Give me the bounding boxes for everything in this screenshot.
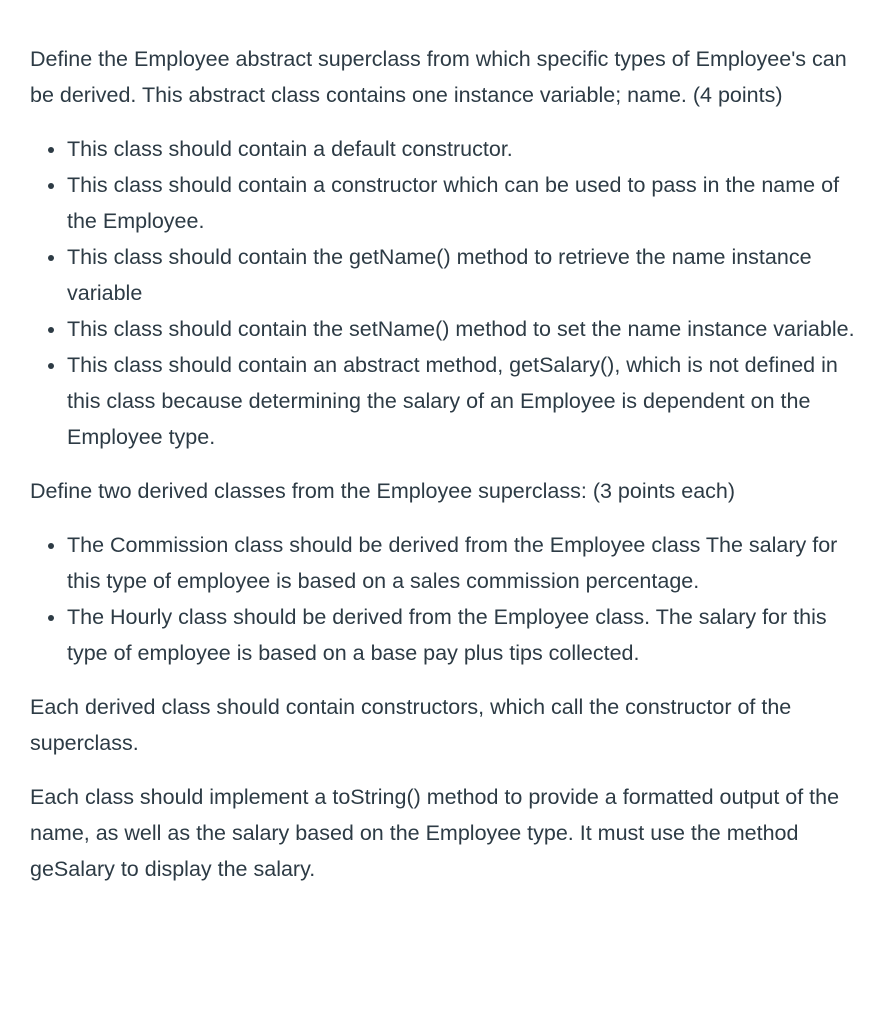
list-item: • The Hourly class should be derived from the Employee class. The salary for this type of employee is based on a base pay plus tips collected. — [67, 599, 867, 671]
list-item: • This class should contain a default constructor. — [67, 131, 867, 167]
intro-paragraph: Define the Employee abstract superclass from which specific types of Employee's can be derived. This abstract class contains one instance variable; name. (4 points) — [30, 47, 847, 107]
derived-classes-list — [30, 527, 867, 671]
list-item: • The Commission class should be derived from the Employee class The salary for this type of employee is based on a sales commission percentage. — [67, 527, 867, 599]
derived-intro-paragraph: Define two derived classes from the Employee superclass: (3 points each) — [30, 479, 736, 503]
list-item: • This class should contain an abstract method, getSalary(), which is not defined in this class because determining the salary of an Employee is dependent on the Employee type. — [67, 347, 867, 455]
tostring-paragraph: Each class should implement a toString() method to provide a formatted output of the name, as well as the salary based on the Employee type. It must use the method geSalary to display the salary. — [30, 785, 840, 881]
list-item: • This class should contain the getName() method to retrieve the name instance variable — [67, 239, 867, 311]
constructors-paragraph: Each derived class should contain constructors, which call the constructor of the superclass. — [30, 695, 792, 755]
list-item: • This class should contain the setName() method to set the name instance variable. — [67, 311, 867, 347]
employee-requirements-list — [30, 131, 867, 455]
list-item: • This class should contain a constructor which can be used to pass in the name of the Employee. — [67, 167, 867, 239]
